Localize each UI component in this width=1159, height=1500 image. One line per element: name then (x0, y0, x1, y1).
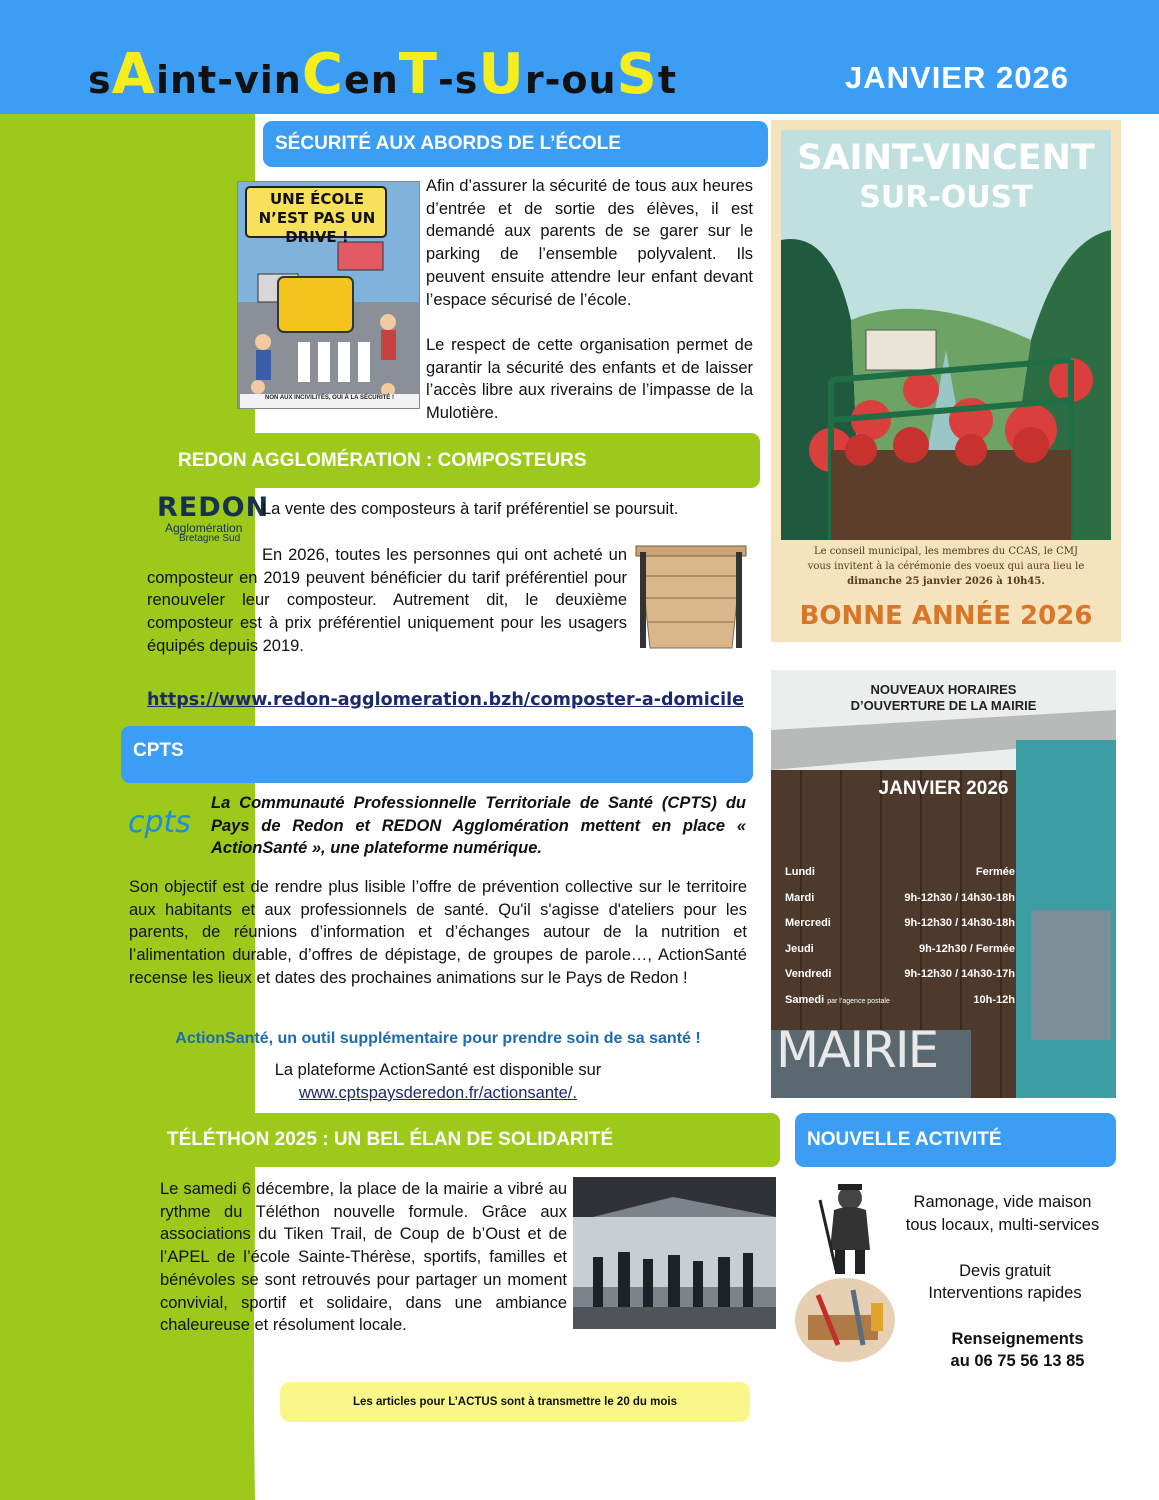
cpts-body: Son objectif est de rendre plus lisible l’offre de prévention collective sur le territoire aux habitants et aux professionnels de santé. Qu'il s'agisse d'ateliers pour les parents, de réunions d’information et d’échanges autour de la nutrition et l’alimentation durable, d’offres de dépistage, de groupes de parole…, ActionSanté recense les lieux et dates des prochaines animations sur le Pays de Redon ! (129, 878, 747, 987)
redon-link[interactable]: https://www.redon-agglomeration.bzh/composter-a-domicile (147, 690, 745, 710)
poster-invite-date: dimanche 25 janvier 2026 à 10h45. (847, 576, 1045, 587)
mairie-hours-row: Vendredi 9h-12h30 / 14h30-17h (785, 968, 1015, 980)
activite-contact-phone: au 06 75 56 13 85 (950, 1352, 1085, 1370)
securite-paragraph-2: Le respect de cette organisation permet de garantir la sécurité des enfants et de laisser l’accès libre aux riverains de l’impasse de la Mulotière. (426, 336, 753, 423)
poster-greeting: BONNE ANNÉE 2026 (799, 601, 1093, 631)
activite-line-2: tous locaux, multi-services (905, 1216, 1100, 1234)
masthead-title: sAint-vinCenT-sUr-ouSt (88, 42, 678, 107)
securite-paragraph-1: Afin d’assurer la sécurité de tous aux heures d’entrée et de sortie des élèves, il est demandé aux parents de se garer sur le parking de l’ensemble polyvalent. Ils peuvent ensuite attendre leur enfant devant l’espace sécurisé de l’école. (426, 177, 753, 309)
poster-invite-1: Le conseil municipal, les membres du CCAS, le CMJ (813, 546, 1078, 557)
mairie-horaires-poster (771, 670, 1116, 1098)
cpts-logo: cpts (128, 805, 191, 840)
cpts-tagline: ActionSanté, un outil supplémentaire pour prendre soin de sa santé ! (175, 1030, 701, 1047)
section-header-activite: NOUVELLE ACTIVITÉ (795, 1113, 1116, 1167)
activite-line-3: Devis gratuit (959, 1262, 1051, 1280)
telethon-body: Le samedi 6 décembre, la place de la mairie a vibré au rythme du Téléthon nouvelle formule. Grâce aux associations du Tiken Trail, de Coup de b’Oust et de l’APEL de l’école Sainte-Thérèse, sportifs, familles et bénévoles se sont retrouvés pour partager un moment convivial, sportif et solidaire, dans une ambiance chaleureuse et résolument locale. (160, 1180, 567, 1335)
ecole-drive-illustration (237, 181, 420, 409)
mairie-hours-row: Samedi par l’agence postale 10h-12h (785, 993, 1015, 1006)
redon-agglomeration-logo: REDON Agglomération Bretagne Sud (157, 492, 270, 544)
chimney-sweep-illustration (810, 1180, 885, 1275)
activite-line-1: Ramonage, vide maison (913, 1193, 1092, 1211)
mairie-sign: MAIRIE (776, 1021, 938, 1079)
cpts-platform-text: La plateforme ActionSanté est disponible sur (274, 1061, 602, 1079)
voeux-poster (771, 120, 1121, 642)
mairie-heading-2: D’OUVERTURE DE LA MAIRIE (850, 698, 1037, 713)
cpts-intro: La Communauté Professionnelle Territoriale de Santé (CPTS) du Pays de Redon et REDON Agglomération mettent en place « ActionSanté », une plateforme numérique. (211, 794, 746, 857)
redon-body: En 2026, toutes les personnes qui ont acheté un composteur en 2019 peuvent bénéficier du tarif préférentiel pour renouveler leur composteur. Autrement dit, le deuxième composteur est à prix préférentiel uniquement pour les usagers équipés depuis 2019. (147, 546, 627, 655)
mairie-hours-table (785, 866, 1015, 1019)
telethon-photo (573, 1177, 776, 1329)
cpts-platform-link[interactable]: www.cptspaysderedon.fr/actionsante/. (299, 1084, 577, 1102)
section-header-redon: REDON AGGLOMÉRATION : COMPOSTEURS (166, 433, 760, 488)
tools-illustration (793, 1275, 898, 1365)
section-header-securite: SÉCURITÉ AUX ABORDS DE L’ÉCOLE (263, 121, 768, 167)
section-header-telethon: TÉLÉTHON 2025 : UN BEL ÉLAN DE SOLIDARITÉ (155, 1113, 780, 1167)
mairie-hours-row: Lundi Fermée (785, 866, 1015, 878)
redon-intro: La vente des composteurs à tarif préférentiel se poursuit. (262, 500, 679, 518)
ecole-illustration-caption: UNE ÉCOLE N’EST PAS UN DRIVE ! (258, 190, 376, 246)
footer-note: Les articles pour L’ACTUS sont à transmettre le 20 du mois (280, 1382, 750, 1422)
composter-image (632, 540, 750, 662)
poster-invite-2: vous invitent à la cérémonie des voeux qui aura lieu le (807, 561, 1085, 572)
poster-title-1: SAINT-VINCENT (797, 138, 1095, 178)
ecole-illustration-slogan: NON AUX INCIVILITÉS, OUI À LA SÉCURITÉ ! (265, 395, 394, 401)
poster-title-2: SUR-OUST (859, 180, 1033, 215)
activite-contact-label: Renseignements (951, 1330, 1084, 1348)
mairie-hours-row: Mardi 9h-12h30 / 14h30-18h (785, 891, 1015, 904)
issue-date: JANVIER 2026 (845, 60, 1069, 95)
activite-line-4: Interventions rapides (928, 1284, 1082, 1302)
mairie-month: JANVIER 2026 (878, 778, 1009, 799)
mairie-hours-row: Mercredi 9h-12h30 / 14h30-18h (785, 917, 1015, 929)
section-header-cpts: CPTS (121, 726, 753, 783)
mairie-hours-row: Jeudi 9h-12h30 / Fermée (785, 942, 1015, 955)
mairie-heading-1: NOUVEAUX HORAIRES (870, 682, 1017, 697)
